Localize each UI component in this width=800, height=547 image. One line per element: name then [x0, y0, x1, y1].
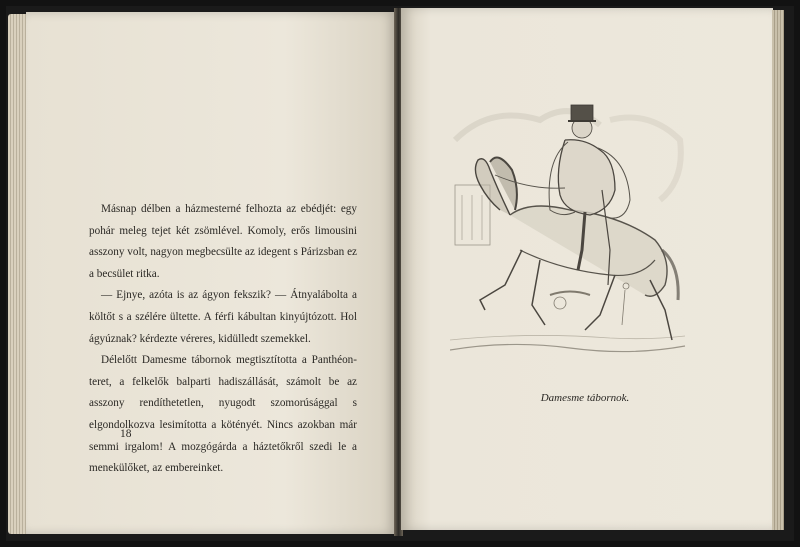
paragraph-2: — Ejnye, azóta is az ágyon fekszik? — Átnyalábolta a költőt s a szélére ültette. A férfi kábultan kinyújtózott. Hol ágyúznak? kérdezte véreres, kidülledt szemekkel.	[89, 289, 357, 345]
left-page-edges	[8, 14, 28, 534]
officer-on-horse-illustration	[450, 100, 690, 365]
right-page-edges	[772, 10, 784, 530]
paragraph-1: Másnap délben a házmesterné felhozta az ebédjét: egy pohár meleg tejet két zsömlével. Komoly, erős limousini asszony volt, nagyon megbecsülte az idegent s Párizsban ez a becsület ritka.	[89, 203, 357, 280]
paragraph-3: Délelőtt Damesme tábornok megtisztította a Panthéon-teret, a felkelők balparti hadiszállását, számolt be az asszony rendíthetetlen, nyugodt szomorúsággal s elgondolkozva lesimította a kötényét. Nincs azokban már semmi irgalom! A mozgógárda a háztetőkről szedi le a menekülőket, az embereinket.	[89, 354, 357, 475]
illustration-caption: Damesme tábornok.	[540, 392, 630, 404]
page-number: 18	[120, 428, 132, 440]
